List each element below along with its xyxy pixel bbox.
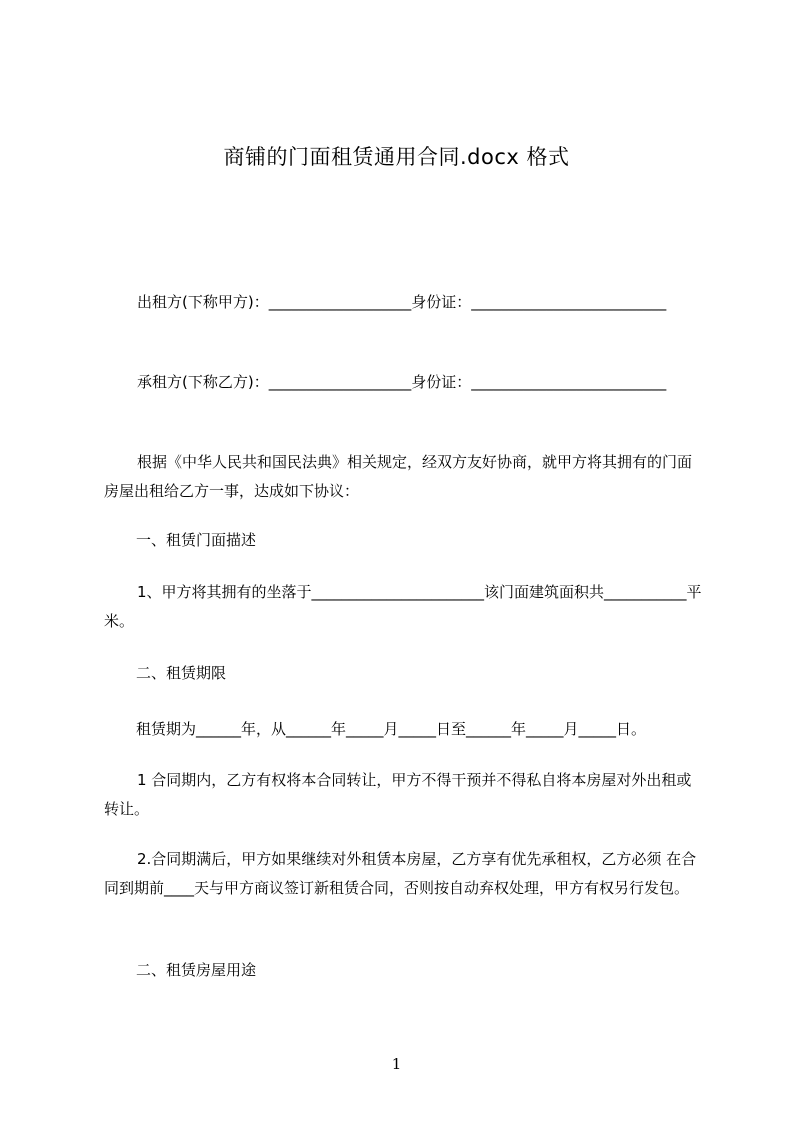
preamble-paragraph: 根据《中华人民共和国民法典》相关规定，经双方友好协商，就甲方将其拥有的门面房屋出租给乙方一事，达成如下协议： — [104, 453, 693, 500]
section-heading-lease-description: 一、租赁门面描述 — [136, 531, 257, 549]
section1-item1-paragraph: 1、甲方将其拥有的坐落于_______________________该门面建筑面积共___________平米。 — [104, 583, 702, 630]
lessee-line: 承租方(下称乙方)：___________________身份证：__________________________ — [137, 373, 667, 391]
section-heading-usage: 二、租赁房屋用途 — [136, 961, 257, 979]
term-clause-1: 1 合同期内，乙方有权将本合同转让，甲方不得干预并不得私自将本房屋对外出租或转让。 — [104, 771, 692, 818]
document-title: 商铺的门面租赁通用合同.docx 格式 — [223, 145, 570, 169]
term-clause-2: 2.合同期满后，甲方如果继续对外租赁本房屋，乙方享有优先承租权，乙方必须 在合同到期前____天与甲方商议签订新租赁合同，否则按自动弃权处理，甲方有权另行发包。 — [104, 850, 697, 897]
section-heading-lease-term: 二、租赁期限 — [136, 664, 227, 682]
lessor-line: 出租方(下称甲方)：___________________身份证：__________________________ — [137, 293, 667, 311]
page-number: 1 — [391, 1055, 402, 1073]
lease-term-line: 租赁期为______年，从______年_____月_____日至______年_____月_____日。 — [136, 720, 647, 738]
